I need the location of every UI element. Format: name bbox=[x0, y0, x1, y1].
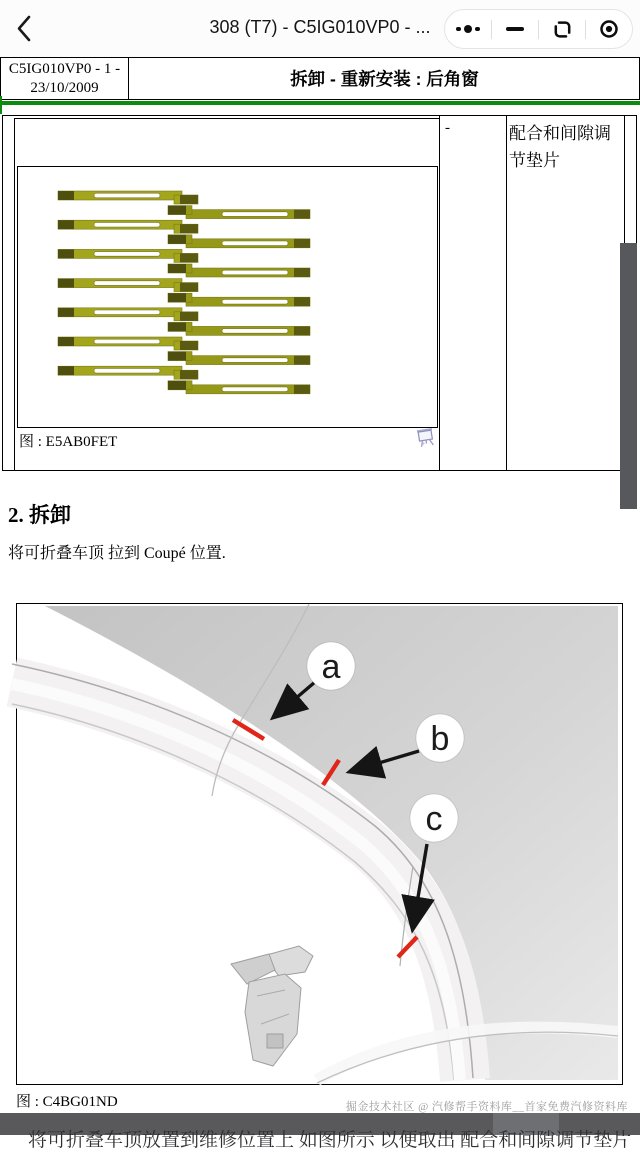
minimize-icon[interactable] bbox=[492, 10, 538, 48]
section-heading: 2. 拆卸 bbox=[8, 503, 71, 527]
roof-illustration bbox=[17, 604, 620, 1082]
exit-icon[interactable] bbox=[586, 10, 632, 48]
scrollbar-thumb[interactable] bbox=[620, 243, 637, 509]
more-icon[interactable] bbox=[445, 10, 491, 48]
green-divider bbox=[0, 101, 640, 105]
navbar bbox=[0, 0, 640, 57]
doc-reference bbox=[1, 58, 129, 99]
parts-table bbox=[2, 115, 637, 471]
shims-illustration bbox=[18, 167, 435, 425]
roof-lock-bracket bbox=[231, 946, 313, 1066]
roof-figure bbox=[16, 603, 623, 1085]
bottom-overlay-bar bbox=[0, 1113, 640, 1151]
projector-icon[interactable] bbox=[416, 426, 436, 448]
doc-ref-line1: C5IG010VP0 - 1 - bbox=[8, 61, 121, 77]
clipped-text-line: 将可折叠车顶放置到维修位置上 如图所示 以便取出 配合和间隙调节垫片 bbox=[28, 1130, 632, 1151]
figure-caption-1: 图 : E5AB0FET bbox=[19, 434, 118, 450]
callout-c: c bbox=[425, 800, 443, 838]
figure-caption-2: 图 : C4BG01ND bbox=[16, 1094, 118, 1110]
callout-a: a bbox=[321, 648, 341, 686]
miniprogram-capsule bbox=[444, 9, 633, 49]
callout-b: b bbox=[430, 720, 450, 758]
relaunch-icon[interactable] bbox=[539, 10, 585, 48]
table-dash-cell: - bbox=[445, 120, 450, 136]
page-title: 308 (T7) - C5IG010VP0 - ... bbox=[209, 17, 431, 37]
shims-figure bbox=[17, 166, 438, 428]
table-border bbox=[439, 116, 440, 470]
green-divider-notch bbox=[0, 96, 2, 114]
watermark: 掘金技术社区 @ 汽修帮手资料库__首家免费汽修资料库 bbox=[345, 1101, 628, 1113]
section-body: 将可折叠车顶 拉到 Coupé 位置. bbox=[8, 545, 226, 562]
part-label: 配合和间隙调节垫片 bbox=[509, 124, 611, 170]
table-border bbox=[506, 116, 507, 470]
doc-title: 拆卸 - 重新安装 : 后角窗 bbox=[290, 69, 479, 89]
doc-ref-date: 23/10/2009 bbox=[30, 80, 99, 96]
doc-header bbox=[0, 57, 640, 100]
